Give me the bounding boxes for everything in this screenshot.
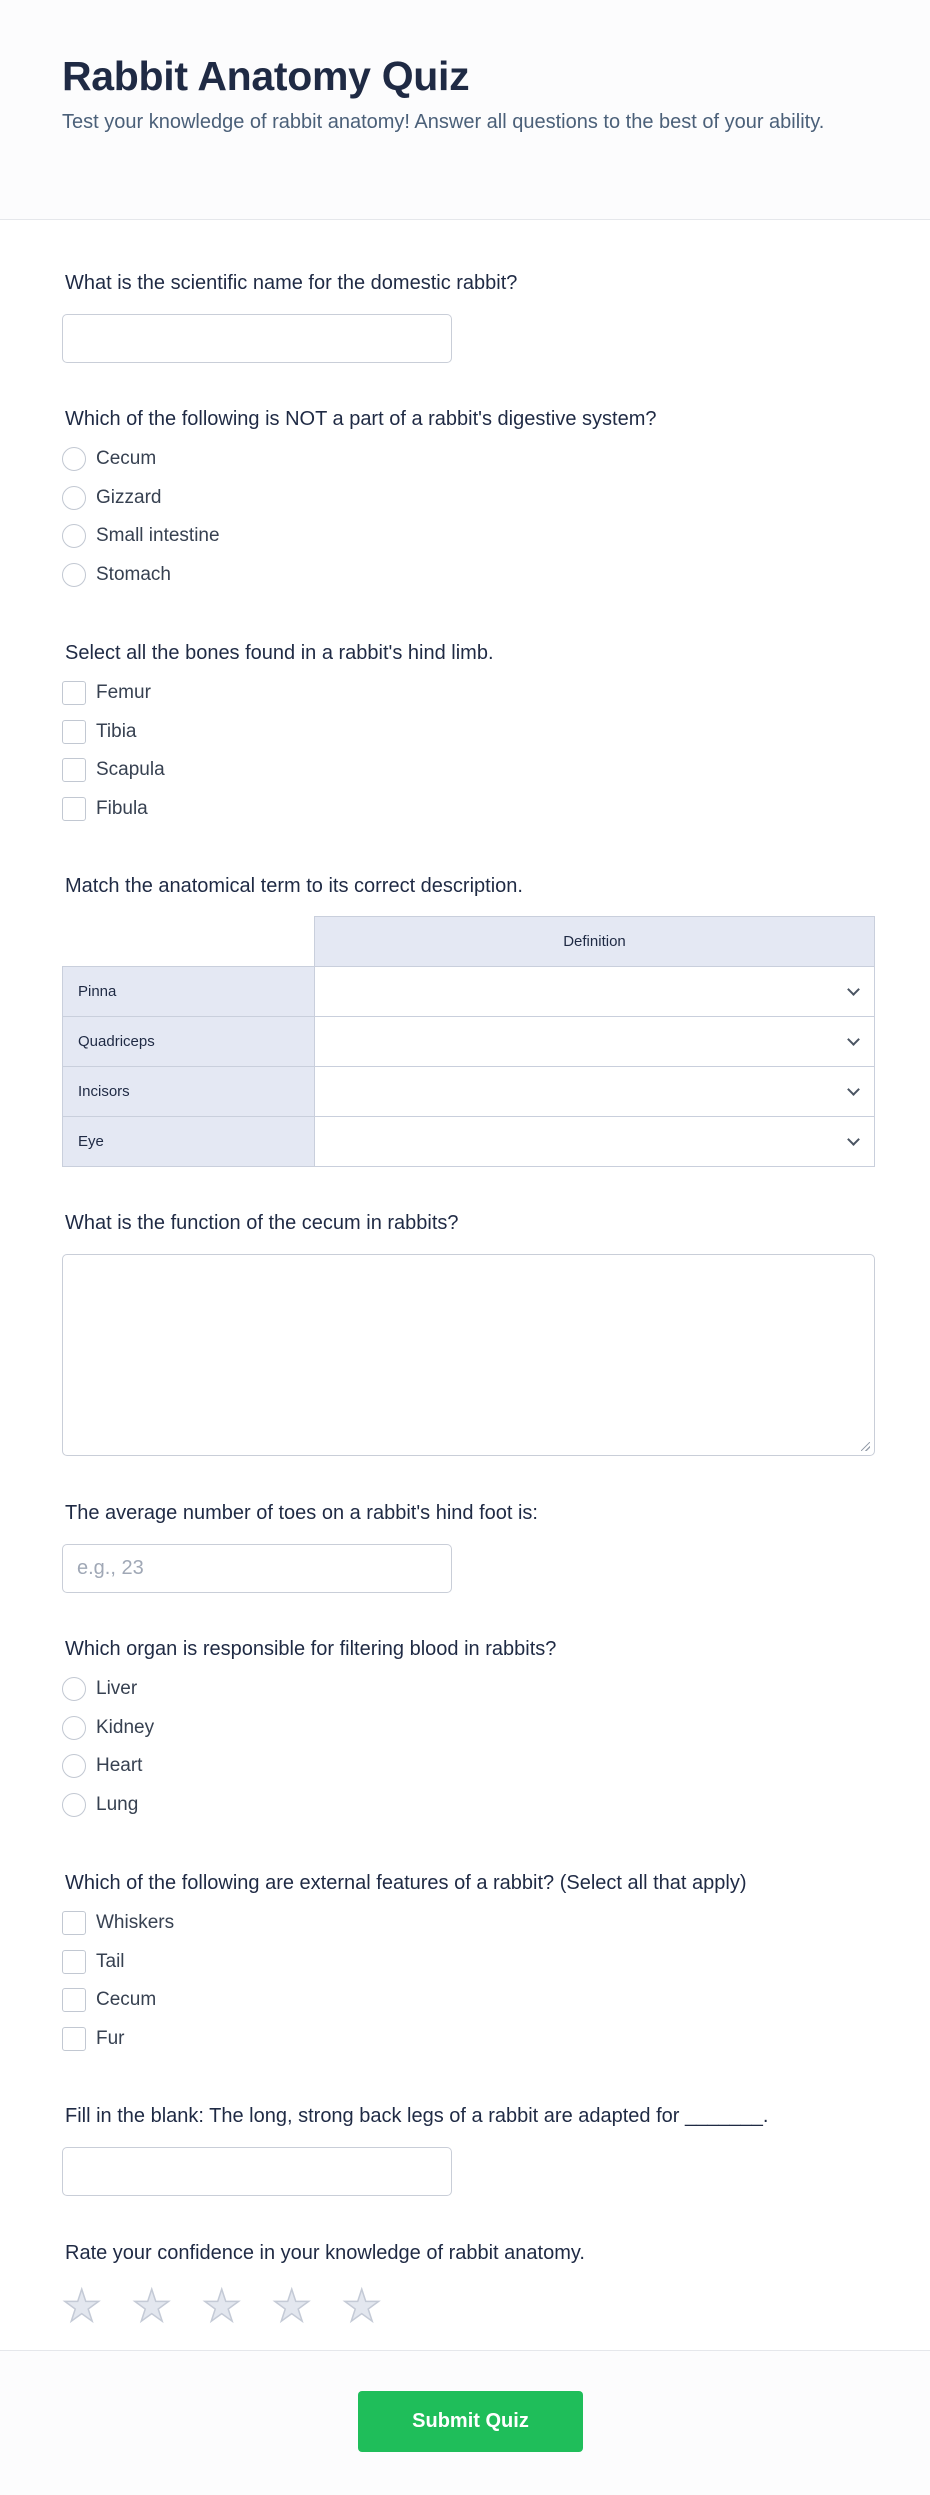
checkbox[interactable] bbox=[62, 1950, 86, 1974]
checkbox-option[interactable] bbox=[62, 751, 875, 790]
definition-select[interactable] bbox=[315, 1117, 875, 1167]
table-row bbox=[63, 1117, 875, 1167]
checkbox[interactable] bbox=[62, 797, 86, 821]
question-label: Select all the bones found in a rabbit's hind limb. bbox=[65, 642, 494, 664]
term-cell: Incisors bbox=[63, 1067, 315, 1117]
star-icon[interactable]: ★ bbox=[342, 2282, 382, 2331]
radio-button[interactable] bbox=[62, 447, 86, 471]
radio-option[interactable] bbox=[62, 440, 875, 479]
star-icon[interactable]: ★ bbox=[62, 2282, 102, 2331]
question-label: What is the scientific name for the domestic rabbit? bbox=[65, 272, 518, 294]
table-row bbox=[63, 1017, 875, 1067]
table-row bbox=[63, 967, 875, 1017]
radio-option[interactable] bbox=[62, 517, 875, 556]
radio-button[interactable] bbox=[62, 1716, 86, 1740]
option-label: Fibula bbox=[96, 797, 148, 819]
option-label: Small intestine bbox=[96, 525, 220, 547]
fill-blank-input[interactable] bbox=[62, 2147, 452, 2196]
radio-option[interactable] bbox=[62, 479, 875, 518]
toes-count-input[interactable] bbox=[62, 1544, 452, 1593]
star-rating bbox=[62, 2282, 875, 2331]
radio-option[interactable] bbox=[62, 1747, 875, 1786]
radio-button[interactable] bbox=[62, 486, 86, 510]
checkbox-option[interactable] bbox=[62, 2020, 875, 2059]
radio-option[interactable] bbox=[62, 1786, 875, 1825]
chevron-down-icon bbox=[847, 983, 860, 996]
question-label: Which organ is responsible for filtering blood in rabbits? bbox=[65, 1638, 557, 1660]
checkbox-option[interactable] bbox=[62, 1904, 875, 1943]
checkbox[interactable] bbox=[62, 1911, 86, 1935]
option-label: Stomach bbox=[96, 563, 171, 585]
radio-group bbox=[62, 440, 875, 594]
question-fill-blank bbox=[62, 2103, 875, 2196]
radio-button[interactable] bbox=[62, 1793, 86, 1817]
checkbox-option[interactable] bbox=[62, 1981, 875, 2020]
option-label: Scapula bbox=[96, 759, 165, 781]
term-cell: Quadriceps bbox=[63, 1017, 315, 1067]
checkbox[interactable] bbox=[62, 720, 86, 744]
term-cell: Pinna bbox=[63, 967, 315, 1017]
option-label: Tail bbox=[96, 1950, 125, 1972]
submit-quiz-button[interactable]: Submit Quiz bbox=[358, 2391, 583, 2452]
question-toes-count bbox=[62, 1500, 875, 1593]
checkbox[interactable] bbox=[62, 1988, 86, 2012]
definition-select[interactable] bbox=[315, 1067, 875, 1117]
page-subtitle: Test your knowledge of rabbit anatomy! Answer all questions to the best of your ability. bbox=[62, 111, 825, 133]
page-title: Rabbit Anatomy Quiz bbox=[62, 53, 470, 99]
definition-select[interactable] bbox=[315, 1017, 875, 1067]
star-icon[interactable]: ★ bbox=[132, 2282, 172, 2331]
option-label: Liver bbox=[96, 1678, 138, 1700]
option-label: Heart bbox=[96, 1755, 143, 1777]
quiz-header bbox=[0, 0, 930, 220]
checkbox[interactable] bbox=[62, 681, 86, 705]
definition-column-header: Definition bbox=[315, 917, 875, 967]
radio-button[interactable] bbox=[62, 563, 86, 587]
option-label: Femur bbox=[96, 682, 151, 704]
question-label: Match the anatomical term to its correct description. bbox=[65, 875, 523, 897]
quiz-footer bbox=[0, 2350, 930, 2495]
question-label: The average number of toes on a rabbit's hind foot is: bbox=[65, 1502, 538, 1524]
radio-group bbox=[62, 1670, 875, 1824]
option-label: Tibia bbox=[96, 720, 137, 742]
checkbox-option[interactable] bbox=[62, 713, 875, 752]
option-label: Cecum bbox=[96, 448, 157, 470]
checkbox-group bbox=[62, 1904, 875, 2058]
question-digestive-system bbox=[62, 406, 875, 594]
question-external-features bbox=[62, 1870, 875, 2058]
matching-table bbox=[62, 916, 875, 1167]
checkbox-option[interactable] bbox=[62, 1943, 875, 1982]
radio-button[interactable] bbox=[62, 1677, 86, 1701]
checkbox[interactable] bbox=[62, 758, 86, 782]
definition-select[interactable] bbox=[315, 967, 875, 1017]
question-filtering-organ bbox=[62, 1636, 875, 1824]
radio-button[interactable] bbox=[62, 524, 86, 548]
checkbox-group bbox=[62, 674, 875, 828]
option-label: Lung bbox=[96, 1793, 139, 1815]
option-label: Gizzard bbox=[96, 486, 162, 508]
star-icon[interactable]: ★ bbox=[202, 2282, 242, 2331]
radio-button[interactable] bbox=[62, 1754, 86, 1778]
option-label: Cecum bbox=[96, 1989, 157, 2011]
chevron-down-icon bbox=[847, 1033, 860, 1046]
checkbox-option[interactable] bbox=[62, 674, 875, 713]
question-label: Which of the following is NOT a part of a rabbit's digestive system? bbox=[65, 408, 657, 430]
radio-option[interactable] bbox=[62, 1670, 875, 1709]
table-row bbox=[63, 1067, 875, 1117]
option-label: Fur bbox=[96, 2027, 125, 2049]
resize-handle-icon[interactable] bbox=[861, 1442, 870, 1451]
question-cecum-function bbox=[62, 1210, 875, 1456]
question-confidence-rating bbox=[62, 2240, 875, 2331]
cecum-function-textarea[interactable] bbox=[62, 1254, 875, 1456]
question-label: Rate your confidence in your knowledge of rabbit anatomy. bbox=[65, 2242, 585, 2264]
question-label: What is the function of the cecum in rabbits? bbox=[65, 1212, 459, 1234]
star-icon[interactable]: ★ bbox=[272, 2282, 312, 2331]
chevron-down-icon bbox=[847, 1083, 860, 1096]
question-scientific-name bbox=[62, 270, 875, 363]
term-cell: Eye bbox=[63, 1117, 315, 1167]
radio-option[interactable] bbox=[62, 556, 875, 595]
checkbox[interactable] bbox=[62, 2027, 86, 2051]
scientific-name-input[interactable] bbox=[62, 314, 452, 363]
question-label: Fill in the blank: The long, strong back legs of a rabbit are adapted for _______. bbox=[65, 2105, 769, 2127]
option-label: Kidney bbox=[96, 1716, 155, 1738]
radio-option[interactable] bbox=[62, 1709, 875, 1748]
option-label: Whiskers bbox=[96, 1912, 175, 1934]
checkbox-option[interactable] bbox=[62, 790, 875, 829]
chevron-down-icon bbox=[847, 1133, 860, 1146]
question-matching bbox=[62, 873, 875, 1167]
question-label: Which of the following are external features of a rabbit? (Select all that apply) bbox=[65, 1872, 747, 1894]
question-hind-limb-bones bbox=[62, 640, 875, 828]
